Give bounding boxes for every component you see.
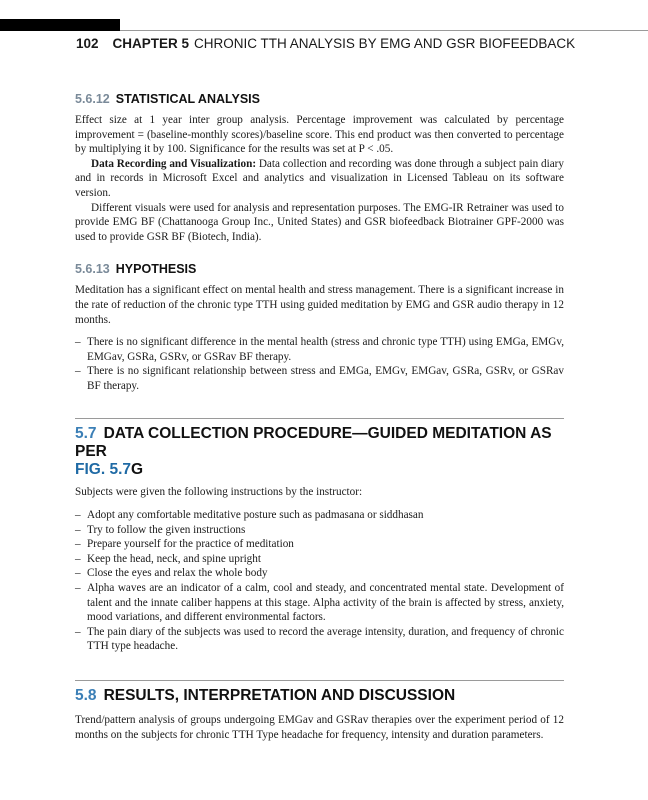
instructions-list (75, 508, 564, 654)
list-item: – There is no significant relationship between stress and EMGa, EMGv, EMGav, GSRa, GSRv, or GSRav BF therapy. (75, 364, 564, 393)
header-rule (120, 30, 648, 31)
hypothesis-list (75, 335, 564, 393)
hypothesis-paragraph: Meditation has a significant effect on mental health and stress management. There is a significant increase in the rate of reduction of the chronic type TTH using guided meditation by EMG and GSR audio therapy in 12 months. (75, 284, 564, 326)
running-head (76, 36, 575, 51)
list-item: – The pain diary of the subjects was used to record the average intensity, duration, and frequency of chronic TTH type headache. (75, 625, 564, 654)
results-paragraph: Trend/pattern analysis of groups undergoing EMGav and GSRav therapies over the experiment period of 12 months on the subjects for chronic TTH Type headache for frequency, intensity and duration parameters. (75, 714, 564, 741)
section-5-8-heading: 5.8 RESULTS, INTERPRETATION AND DISCUSSION (75, 687, 456, 705)
list-item: – Adopt any comfortable meditative posture such as padmasana or siddhasan (75, 508, 564, 523)
list-item: – Keep the head, neck, and spine upright (75, 552, 564, 567)
visuals-paragraph: Different visuals were used for analysis and representation purposes. The EMG-IR Retrainer was used to provide EMG BF (Chattanooga Group Inc., United States) and GSR biofeedback Biotrainer GPF-2000 was used to provide GSR BF (Biotech, India). (75, 201, 564, 243)
figure-reference-link[interactable]: FIG. 5.7 (75, 460, 131, 478)
section-5-6-13-heading: 5.6.13 HYPOTHESIS (75, 262, 197, 277)
instructions-intro: Subjects were given the following instructions by the instructor: (75, 485, 363, 498)
data-recording-label: Data Recording and Visualization: (91, 157, 257, 170)
list-item: – There is no significant difference in the mental health (stress and chronic type TTH) using EMGa, EMGv, EMGav, GSRa, GSRv, or GSRav BF therapy. (75, 335, 564, 364)
list-item: – Close the eyes and relax the whole body (75, 566, 564, 581)
header-bar (0, 19, 120, 31)
chapter-label: CHAPTER 5 (112, 36, 190, 51)
list-item: – Alpha waves are an indicator of a calm, cool and steady, and concentrated mental state. Development of talent and the innate caliber happens at this stage. Alpha activity of the brain is affected by stress, anxiety, mood variations, and different environmental factors. (75, 581, 564, 625)
page-number: 102 (76, 36, 99, 51)
data-recording-paragraph: Data Recording and Visualization: Data collection and recording was done through a subject pain diary and in records in Microsoft Excel and analytics and visualization in Licensed Tableau on its software version. (75, 157, 564, 199)
section-5-7-heading: 5.7 DATA COLLECTION PROCEDURE—GUIDED MEDITATION AS PER FIG. 5.7G (75, 424, 552, 478)
chapter-title: CHRONIC TTH ANALYSIS BY EMG AND GSR BIOFEEDBACK (194, 36, 576, 51)
section-5-6-12-heading: 5.6.12 STATISTICAL ANALYSIS (75, 92, 260, 106)
statistical-analysis-paragraph: Effect size at 1 year inter group analysis. Percentage improvement was calculated by percentage improvement = (baseline-monthly scores)/baseline score. This end product was then converted to percentage by multiplying it by 100. Significance for the results was set at P < .05. (75, 114, 564, 156)
list-item: – Try to follow the given instructions (75, 523, 564, 538)
page-content (75, 92, 564, 742)
list-item: – Prepare yourself for the practice of meditation (75, 537, 564, 552)
